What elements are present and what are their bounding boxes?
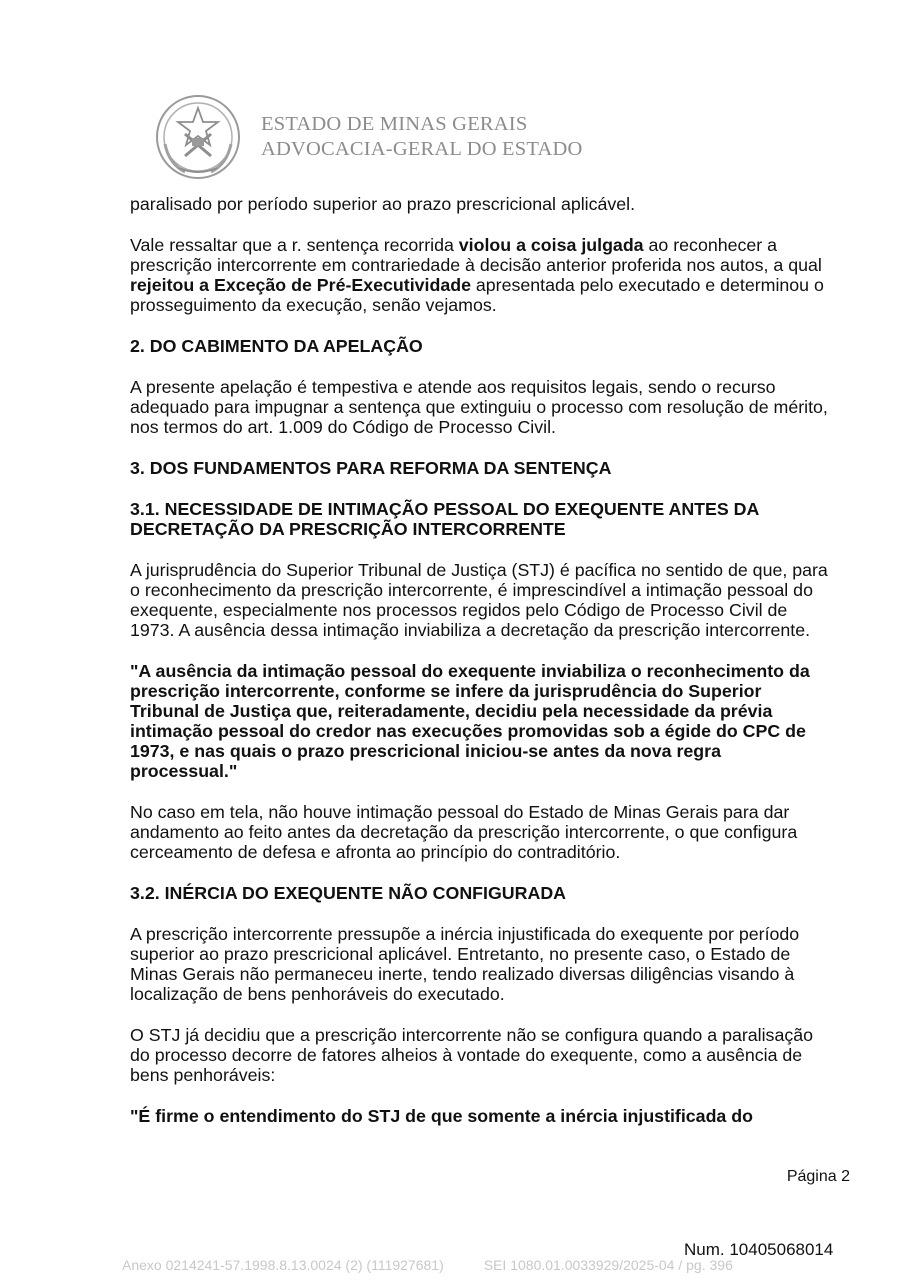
footer-annex: Anexo 0214241-57.1998.8.13.0024 (2) (111927681) — [122, 1257, 444, 1273]
paragraph: A presente apelação é tempestiva e atende aos requisitos legais, sendo o recurso adequado para impugnar a sentença que extinguiu o processo com resolução de mérito, nos termos do art. 1.009 do Código de Processo Civil. — [130, 377, 828, 437]
footer-sei: SEI 1080.01.0033929/2025-04 / pg. 396 — [483, 1257, 733, 1273]
subsection-heading: 3.1. NECESSIDADE DE INTIMAÇÃO PESSOAL DO EXEQUENTE ANTES DA DECRETAÇÃO DA PRESCRIÇÃO INTERCORRENTE — [130, 499, 759, 539]
document-number: Num. 10405068014 — [684, 1240, 834, 1259]
footer — [122, 1257, 733, 1273]
paragraph: paralisado por período superior ao prazo prescricional aplicável. — [130, 194, 636, 214]
text-run: ao reconhecer a prescrição intercorrente em contrariedade à decisão anterior proferida nos autos, a qual — [130, 235, 822, 275]
state-coat-of-arms-seal — [155, 94, 241, 180]
text-run: Vale ressaltar que a r. sentença recorrida — [130, 235, 459, 255]
subsection-heading: 3.2. INÉRCIA DO EXEQUENTE NÃO CONFIGURADA — [130, 883, 567, 903]
header-line-agency: ADVOCACIA-GERAL DO ESTADO — [261, 138, 583, 160]
section-heading: 2. DO CABIMENTO DA APELAÇÃO — [130, 336, 423, 356]
text-run: apresentada pelo executado e determinou o prosseguimento da execução, senão vejamos. — [130, 275, 824, 315]
paragraph — [130, 235, 830, 315]
quotation: "A ausência da intimação pessoal do exequente inviabiliza o reconhecimento da prescrição intercorrente, conforme se infere da jurisprudência do Superior Tribunal de Justiça que, reiteradamente, decidiu pela necessidade da prévia intimação pessoal do credor nas execuções promovidas sob a égide do CPC de 1973, e nas quais o prazo prescricional iniciou-se antes da nova regra processual." — [130, 661, 810, 781]
section-heading: 3. DOS FUNDAMENTOS PARA REFORMA DA SENTENÇA — [130, 458, 612, 478]
document-body — [130, 194, 830, 1147]
bold-run: violou a coisa julgada — [458, 235, 644, 255]
paragraph: No caso em tela, não houve intimação pessoal do Estado de Minas Gerais para dar andamento ao feito antes da decretação da prescrição intercorrente, o que configura cerceamento de defesa e afronta ao princípio do contraditório. — [130, 802, 798, 862]
bold-run: rejeitou a Exceção de Pré-Executividade — [130, 275, 471, 295]
header-line-state: ESTADO DE MINAS GERAIS — [261, 113, 528, 135]
paragraph: O STJ já decidiu que a prescrição intercorrente não se configura quando a paralisação do processo decorre de fatores alheios à vontade do exequente, como a ausência de bens penhoráveis: — [130, 1025, 814, 1085]
document-header — [155, 94, 615, 182]
paragraph: A prescrição intercorrente pressupõe a inércia injustificada do exequente por período superior ao prazo prescricional aplicável. Entretanto, no presente caso, o Estado de Minas Gerais não permaneceu inerte, tendo realizado diversas diligências visando à localização de bens penhoráveis do executado. — [130, 924, 800, 1004]
paragraph: A jurisprudência do Superior Tribunal de Justiça (STJ) é pacífica no sentido de que, para o reconhecimento da prescrição intercorrente, é imprescindível a intimação pessoal do exequente, especialmente nos processos regidos pelo Código de Processo Civil de 1973. A ausência dessa intimação inviabiliza a decretação da prescrição intercorrente. — [130, 560, 828, 640]
quotation: "É firme o entendimento do STJ de que somente a inércia injustificada do — [130, 1106, 753, 1126]
page-number: Página 2 — [786, 1168, 850, 1185]
